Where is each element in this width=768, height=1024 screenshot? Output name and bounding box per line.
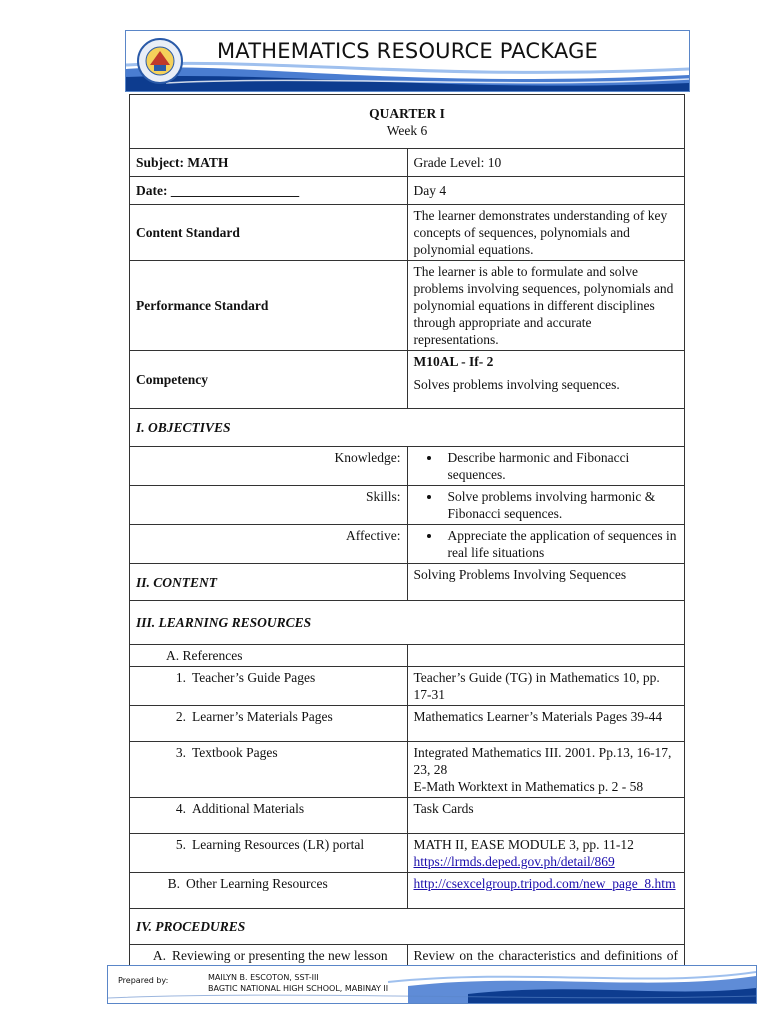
content-standard-value: The learner demonstrates understanding of key concepts of sequences, polynomials and polynomial equations. [407, 205, 685, 261]
ref-item-additional [130, 798, 408, 834]
ref-num: B. [167, 876, 180, 891]
references-empty-cell [407, 645, 685, 667]
competency-label: Competency [130, 351, 408, 409]
procedure-label: Reviewing or presenting the new lesson [172, 948, 388, 963]
ref-value: Task Cards [407, 798, 685, 834]
ref-item-textbook [130, 742, 408, 798]
affective-item: • Appreciate the application of sequences in real life situations [442, 527, 679, 561]
knowledge-cell [407, 447, 685, 486]
date-cell: Date: ___________________ [130, 177, 408, 205]
grade-level-cell: Grade Level: 10 [407, 149, 685, 177]
ref-item-lr-portal [130, 834, 408, 873]
procedure-num: A. [152, 948, 166, 963]
lrmds-link[interactable]: https://lrmds.deped.gov.ph/detail/869 [413, 854, 615, 869]
ref-value: Integrated Mathematics III. 2001. Pp.13, 16-17, 23, 28 [413, 745, 672, 777]
affective-label: Affective: [130, 525, 408, 564]
quarter-label: QUARTER I [369, 106, 445, 121]
ref-label: Textbook Pages [192, 745, 278, 760]
ref-label: Additional Materials [192, 801, 305, 816]
ref-num: 5. [175, 837, 186, 852]
resources-heading: III. LEARNING RESOURCES [130, 601, 685, 645]
footer-banner [107, 965, 757, 1004]
ref-label: Teacher’s Guide Pages [192, 670, 316, 685]
competency-code: M10AL - If- 2 [413, 354, 494, 369]
ref-value: Teacher’s Guide (TG) in Mathematics 10, pp. 17-31 [407, 667, 685, 706]
ref-label: Learner’s Materials Pages [192, 709, 333, 724]
ref-item-learners-materials [130, 706, 408, 742]
skills-cell [407, 486, 685, 525]
quarter-cell [130, 95, 685, 149]
content-standard-label: Content Standard [130, 205, 408, 261]
week-label: Week 6 [386, 123, 428, 138]
competency-cell [407, 351, 685, 409]
csexcel-link[interactable]: http://csexcelgroup.tripod.com/new_page_8.htm [413, 876, 676, 891]
references-label: A. References [130, 645, 408, 667]
ref-num: 1. [175, 670, 186, 685]
preparer-school: BAGTIC NATIONAL HIGH SCHOOL, MABINAY II [208, 984, 389, 993]
ref-item-teachers-guide [130, 667, 408, 706]
objectives-heading: I. OBJECTIVES [130, 409, 685, 447]
procedures-heading: IV. PROCEDURES [130, 909, 685, 945]
performance-standard-value: The learner is able to formulate and solve problems involving sequences, polynomials and polynomial equations in different disciplines through appropriate and accurate representations. [407, 261, 685, 351]
subject-cell: Subject: MATH [130, 149, 408, 177]
day-cell: Day 4 [407, 177, 685, 205]
knowledge-label: Knowledge: [130, 447, 408, 486]
skills-item: • Solve problems involving harmonic & Fibonacci sequences. [442, 488, 679, 522]
knowledge-item: • Describe harmonic and Fibonacci sequences. [442, 449, 679, 483]
footer-swoosh-graphic [108, 966, 756, 1003]
other-resources-cell [130, 873, 408, 909]
ref-num: 3. [175, 745, 186, 760]
preparer-name: MAILYN B. ESCOTON, SST-III [208, 973, 319, 982]
performance-standard-label: Performance Standard [130, 261, 408, 351]
content-heading: II. CONTENT [130, 564, 408, 601]
ref-value: Mathematics Learner’s Materials Pages 39-44 [407, 706, 685, 742]
ref-label: Other Learning Resources [186, 876, 328, 891]
affective-cell [407, 525, 685, 564]
other-resources-value [407, 873, 685, 909]
preparer-info [208, 972, 388, 994]
skills-label: Skills: [130, 486, 408, 525]
ref-num: 2. [175, 709, 186, 724]
ref-value-cell [407, 742, 685, 798]
ref-value-cell [407, 834, 685, 873]
ref-value: MATH II, EASE MODULE 3, pp. 11-12 [413, 837, 634, 852]
ref-value-secondary: E-Math Worktext in Mathematics p. 2 - 58 [413, 779, 644, 794]
competency-value: Solves problems involving sequences. [413, 377, 620, 392]
content-value: Solving Problems Involving Sequences [407, 564, 685, 601]
ref-num: 4. [175, 801, 186, 816]
header-banner [125, 30, 690, 92]
page-title: MATHEMATICS RESOURCE PACKAGE [216, 39, 599, 63]
ref-label: Learning Resources (LR) portal [192, 837, 365, 852]
lesson-plan-table [129, 94, 685, 1001]
procedure-a-value: Review on the characteristics and definitions of [407, 945, 685, 1001]
prepared-by-label: Prepared by: [118, 976, 169, 985]
